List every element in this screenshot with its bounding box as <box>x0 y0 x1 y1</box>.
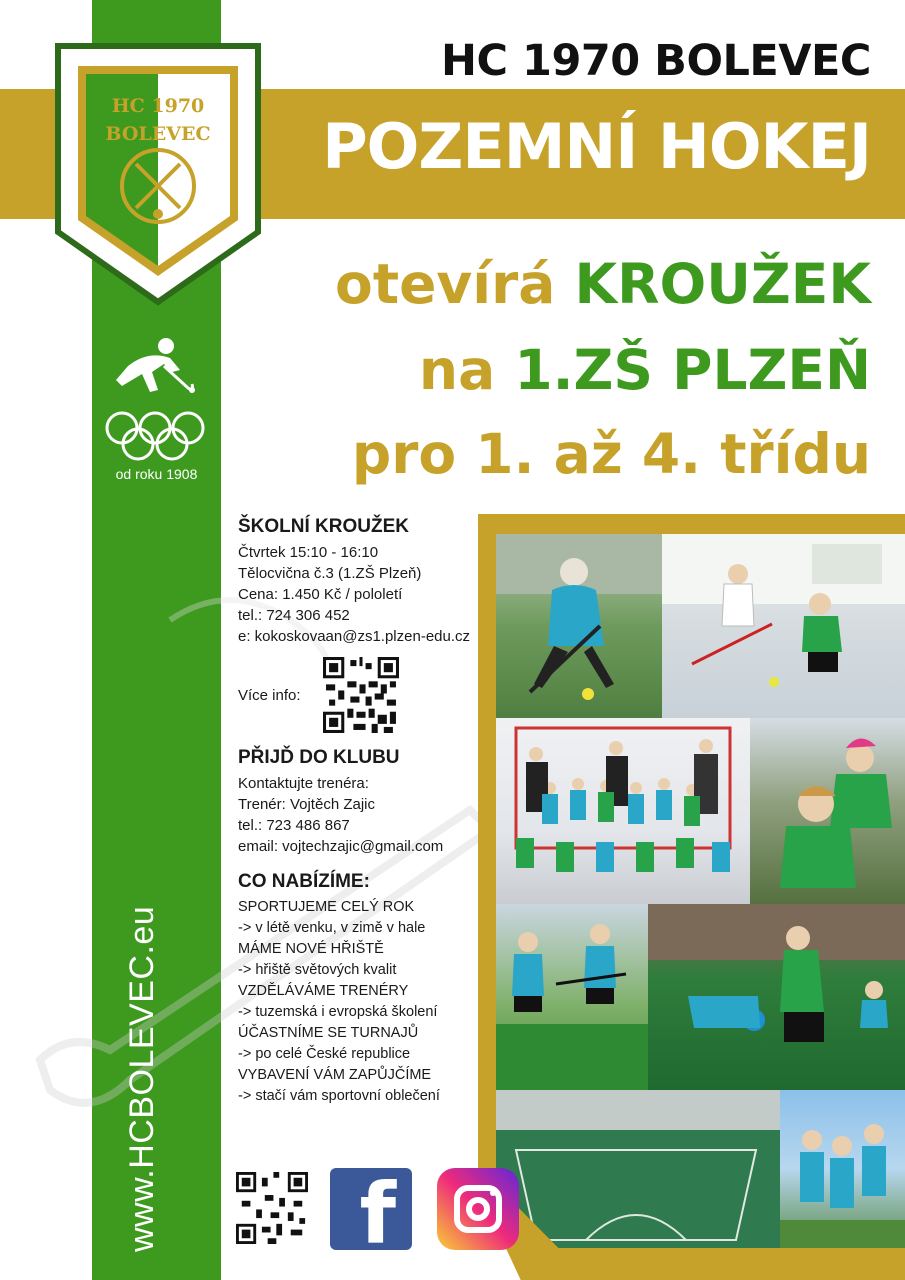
crest-line1: HC 1970 <box>111 95 205 117</box>
club-name: HC 1970 BOLEVEC <box>441 36 871 86</box>
school-club-title: ŠKOLNÍ KROUŽEK <box>238 516 409 537</box>
club-title: PŘIJĎ DO KLUBU <box>238 747 400 768</box>
offer-title: CO NABÍZÍME: <box>238 871 370 892</box>
photo-kids-medals <box>780 1090 905 1248</box>
headline-line2-a: na <box>418 338 496 402</box>
headline-line1 <box>335 252 871 316</box>
since-year: od roku 1908 <box>115 466 198 482</box>
website-link[interactable]: www.HCBOLEVEC.eu <box>123 905 161 1252</box>
offer-line: -> tuzemská i evropská školení <box>238 1004 438 1020</box>
offer-line: -> hřiště světových kvalit <box>238 962 397 978</box>
crest-line2: BOLEVEC <box>105 123 211 145</box>
headline-line1-a: otevírá <box>335 252 556 316</box>
offer-line: -> v létě venku, v zimě v hale <box>238 920 426 936</box>
facebook-glyph: f <box>359 1165 396 1263</box>
offer-section <box>238 871 488 1107</box>
club-line: Kontaktujte trenéra: <box>238 775 369 792</box>
photo-kids-outdoor <box>496 904 648 1090</box>
instagram-dot <box>490 1190 496 1196</box>
more-info-label: Více info: <box>238 686 301 704</box>
club-line: tel.: 723 486 867 <box>238 817 350 834</box>
info-column <box>238 516 488 1107</box>
photo-indoor-training <box>662 534 905 718</box>
school-club-line: tel.: 724 306 452 <box>238 607 350 624</box>
offer-line: VYBAVENÍ VÁM ZAPŮJČÍME <box>238 1067 432 1083</box>
headline-line1-b: KROUŽEK <box>574 252 871 316</box>
school-club-line: Cena: 1.450 Kč / pololetí <box>238 586 403 603</box>
olympic-rings-icon <box>104 410 206 464</box>
headline-line2 <box>419 338 871 402</box>
photo-girl-hockey <box>496 534 662 718</box>
photo-team-group <box>496 718 750 904</box>
field-hockey-player-icon <box>108 336 198 396</box>
photo-girls-smiling <box>750 718 905 904</box>
more-info-row <box>238 657 488 733</box>
headline-line3: pro 1. až 4. třídu <box>351 422 871 486</box>
headline-line2-b: 1.ZŠ PLZEŇ <box>514 338 871 402</box>
main-title: POZEMNÍ HOKEJ <box>322 110 871 183</box>
offer-line: MÁME NOVÉ HŘIŠTĚ <box>238 941 384 957</box>
qr-code-icon[interactable] <box>323 657 399 733</box>
club-line: email: vojtechzajic@gmail.com <box>238 838 444 855</box>
photo-coach-training <box>648 904 905 1090</box>
school-club-line: Tělocvična č.3 (1.ZŠ Plzeň) <box>238 565 422 582</box>
offer-line: VZDĚLÁVÁME TRENÉRY <box>238 983 409 999</box>
offer-line: SPORTUJEME CELÝ ROK <box>238 899 415 915</box>
facebook-icon[interactable] <box>330 1165 412 1263</box>
school-club-line: e: kokoskovaan@zs1.plzen-edu.cz <box>238 628 471 645</box>
offer-line: ÚČASTNÍME SE TURNAJŮ <box>238 1025 419 1041</box>
photo-hockey-field <box>496 1090 780 1248</box>
offer-line: -> po celé České republice <box>238 1046 411 1062</box>
club-line: Trenér: Vojtěch Zajic <box>238 796 375 813</box>
school-club-line: Čtvrtek 15:10 - 16:10 <box>238 544 379 561</box>
qr-code-icon[interactable] <box>236 1172 308 1244</box>
instagram-icon[interactable] <box>437 1168 519 1250</box>
club-crest <box>52 40 264 308</box>
offer-line: -> stačí vám sportovní oblečení <box>238 1088 440 1104</box>
instagram-lens <box>466 1197 490 1221</box>
